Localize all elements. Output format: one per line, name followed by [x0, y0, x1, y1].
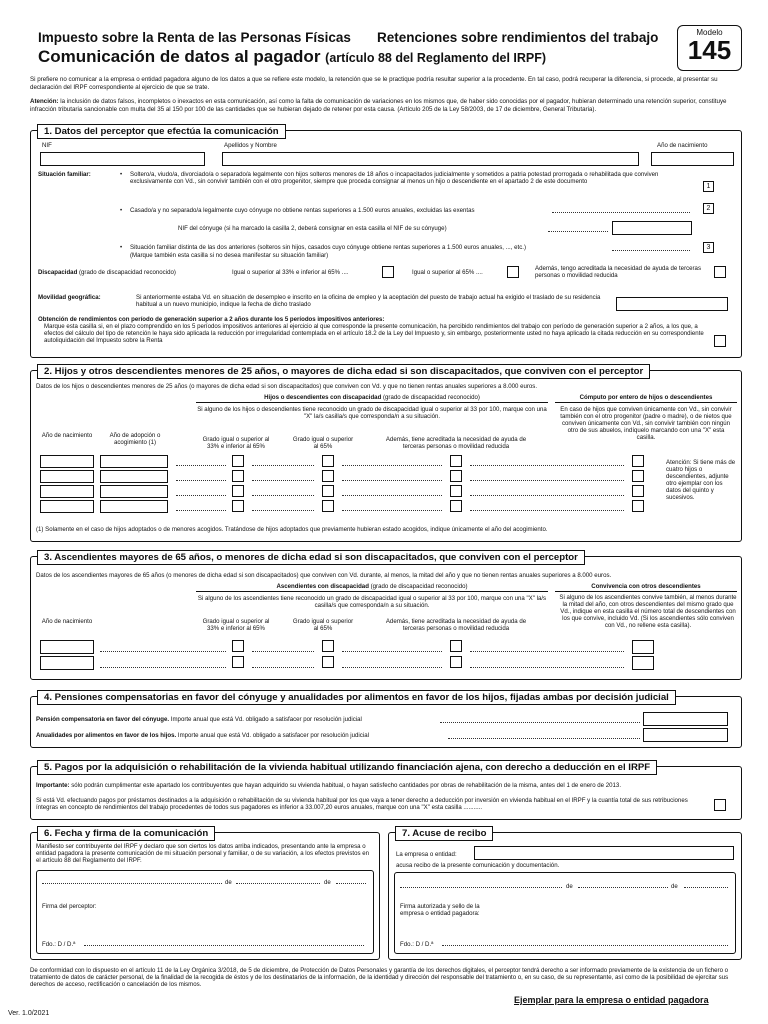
- s2-ayuda-checkbox[interactable]: [450, 500, 462, 512]
- discapacidad-label: Discapacidad (grado de discapacidad reconocido): [38, 269, 176, 276]
- s2-dots: [470, 495, 624, 496]
- s2-col-ayuda: Además, tiene acreditada la necesidad de ayuda de terceras personas o movilidad reducida: [385, 436, 527, 450]
- s6-fdo-field[interactable]: [84, 945, 364, 946]
- s7-acusa: acusa recibo de la presente comunicación y documentación.: [396, 862, 560, 869]
- s7-fdo-field[interactable]: [442, 945, 728, 946]
- tax-title: Impuesto sobre la Renta de las Personas Físicas: [38, 30, 351, 45]
- movilidad-text: Si anteriormente estaba Vd. en situación de desempleo e inscrito en la oficina de empleo y la aceptación del puesto de trabajo actual ha exigido el traslado de su residencia habitual a un nuevo municipio, indique la fecha de dicho traslado: [136, 294, 601, 308]
- s2-dots: [176, 465, 226, 466]
- s3-dots: [100, 667, 226, 668]
- s2-grado33-checkbox[interactable]: [232, 455, 244, 467]
- disc-33-checkbox[interactable]: [382, 266, 394, 278]
- s3-ayuda-checkbox[interactable]: [450, 656, 462, 668]
- retenciones-title: Retenciones sobre rendimientos del trabajo: [377, 30, 659, 45]
- s3-col-grado65: Grado igual o superior al 65%: [292, 618, 354, 632]
- s2-grado65-checkbox[interactable]: [322, 485, 334, 497]
- disc-33-label: Igual o superior al 33% e inferior al 65% ....: [232, 269, 349, 276]
- disc-65-checkbox[interactable]: [507, 266, 519, 278]
- section-5-title: 5. Pagos por la adquisición o rehabilitación de la vivienda habitual utilizando financiación ajena, con derecho a deducción en el IRPF: [37, 760, 657, 775]
- section-3-title: 3. Ascendientes mayores de 65 años, o menores de dicha edad si son discapacitados, que conviven con el perceptor: [37, 550, 585, 565]
- s2-dots: [342, 480, 442, 481]
- s7-empresa-input[interactable]: [474, 846, 734, 860]
- s2-entero-checkbox[interactable]: [632, 485, 644, 497]
- s3-ayuda-checkbox[interactable]: [450, 640, 462, 652]
- s7-firma-label: Firma autorizada y sello de la empresa o entidad pagadora:: [400, 903, 480, 917]
- s6-text: Manifiesto ser contribuyente del IRPF y declaro que son ciertos los datos arriba indicados, presentando ante la empresa o entidad pagadora la presente comunicación de mi situación personal y familiar, o de su variación, a los efectos previstos en el artículo 88 del Reglamento del IRPF.: [36, 843, 369, 864]
- s2-grado65-checkbox[interactable]: [322, 470, 334, 482]
- s6-year-field[interactable]: [336, 883, 366, 884]
- s2-grado33-checkbox[interactable]: [232, 470, 244, 482]
- disc-ayuda-checkbox[interactable]: [714, 266, 726, 278]
- page-title: Comunicación de datos al pagador (artículo 88 del Reglamento del IRPF): [38, 47, 547, 66]
- s5-text: Si está Vd. efectuando pagos por préstamos destinados a la adquisición o rehabilitación de su vivienda habitual por los que vaya a tener derecho a deducción por inversión en vivienda habitual en el IRPF y la cuantía total de sus retribuciones íntegras en concepto de rendimientos del trabajo procedentes de todos sus pagadores es inferior a 33.007,20 euros anuales, marque con una "X" esta casilla ...........: [36, 797, 688, 811]
- s2-group2-title: Cómputo por entero de hijos o descendientes: [579, 394, 713, 401]
- disc-65-label: Igual o superior al 65% ....: [412, 269, 483, 276]
- s2-col-grado65: Grado igual o superior al 65%: [292, 436, 354, 450]
- obtencion-checkbox[interactable]: [714, 335, 726, 347]
- s2-footnote: (1) Solamente en el caso de hijos adoptados o de menores acogidos. Tratándose de hijos adoptados que previamente hubieran estado acogidos, indique únicamente el año del acogimiento.: [36, 526, 548, 533]
- situacion-label: Situación familiar:: [38, 171, 91, 178]
- version-label: Ver. 1.0/2021: [8, 1010, 50, 1017]
- situacion-option-2: Casado/a y no separado/a legalmente cuyo cónyuge no obtiene rentas superiores a 1.500 euros anuales, excluidas las exentas: [130, 207, 475, 214]
- s2-ayuda-checkbox[interactable]: [450, 485, 462, 497]
- s3-birth-year-input[interactable]: [40, 640, 94, 654]
- s2-birth-year-input[interactable]: [40, 455, 94, 468]
- s6-fdo-label: Fdo.: D / D.ª: [42, 941, 76, 948]
- s5-checkbox[interactable]: [714, 799, 726, 811]
- nacimiento-label: Año de nacimiento: [657, 142, 708, 149]
- birth-year-input[interactable]: [651, 152, 734, 166]
- s2-dots: [342, 465, 442, 466]
- s3-dots: [100, 651, 226, 652]
- intro-paragraph: Si prefiere no comunicar a la empresa o entidad pagadora alguno de los datos a que se refiere este modelo, la retención que se le practique podría resultar superior a la procedente. En tal caso, podrá recuperar la diferencia, si procede, al presentar su declaración del IRPF correspondiente al ejercicio de que se trate.: [30, 76, 718, 91]
- s6-place-field[interactable]: [42, 883, 222, 884]
- s3-dots: [470, 651, 624, 652]
- s7-month-field[interactable]: [578, 887, 668, 888]
- pension-label: Pensión compensatoria en favor del cónyuge. Importe anual que está Vd. obligado a satisfacer por resolución judicial: [36, 716, 362, 723]
- s3-grado65-checkbox[interactable]: [322, 640, 334, 652]
- s2-adoption-year-input[interactable]: [100, 455, 168, 468]
- section-4-title: 4. Pensiones compensatorias en favor del cónyuge y anualidades por alimentos en favor de los hijos, fijadas ambas por decisión judicial: [37, 690, 676, 705]
- s2-dots: [176, 480, 226, 481]
- s3-dots: [252, 667, 314, 668]
- section-6-title: 6. Fecha y firma de la comunicación: [37, 826, 215, 841]
- s2-dots: [470, 510, 624, 511]
- ejemplar-label: Ejemplar para la empresa o entidad pagadora: [514, 995, 709, 1005]
- s2-dots: [252, 510, 314, 511]
- s2-dots: [252, 480, 314, 481]
- s2-intro: Datos de los hijos o descendientes menores de 25 años (o mayores de dicha edad si son discapacitados) que conviven con Vd. y que no tienen rentas anuales superiores a 8.000 euros.: [36, 383, 538, 390]
- s3-grado33-checkbox[interactable]: [232, 656, 244, 668]
- s3-col-ayuda: Además, tiene acreditada la necesidad de ayuda de terceras personas o movilidad reducida: [385, 618, 527, 632]
- s7-de-1: de: [566, 883, 573, 890]
- s2-dots: [342, 495, 442, 496]
- s7-de-2: de: [671, 883, 678, 890]
- s2-entero-checkbox[interactable]: [632, 455, 644, 467]
- s3-group2-title: Convivencia con otros descendientes: [591, 583, 701, 590]
- s2-grado65-checkbox[interactable]: [322, 455, 334, 467]
- s6-de-2: de: [324, 879, 331, 886]
- s2-ayuda-checkbox[interactable]: [450, 470, 462, 482]
- nif-input[interactable]: [40, 152, 205, 166]
- s2-dots: [176, 510, 226, 511]
- s3-dots: [342, 651, 442, 652]
- obtencion-label: Obtención de rendimientos con período de generación superior a 2 años durante los 5 períodos impositivos anteriores:: [38, 316, 385, 323]
- casilla-3[interactable]: 3: [703, 242, 714, 253]
- model-label: Modelo: [696, 28, 723, 37]
- s2-col-anio: Año de nacimiento: [41, 432, 93, 439]
- s2-adoption-year-input[interactable]: [100, 485, 168, 498]
- s2-group1-desc: Si alguno de los hijos o descendientes tiene reconocido un grado de discapacidad igual o superior al 33 por 100, marque con una "X" la/s casilla/s que corresponda/n a su situación.: [197, 406, 547, 420]
- name-input[interactable]: [222, 152, 639, 166]
- s3-grado65-checkbox[interactable]: [322, 656, 334, 668]
- s3-convivencia-input[interactable]: [632, 656, 654, 670]
- s2-entero-checkbox[interactable]: [632, 500, 644, 512]
- s3-dots: [252, 651, 314, 652]
- s2-atencion: Atención: Si tiene más de cuatro hijos o descendientes, adjunte otro ejemplar con los datos del quinto y sucesivos.: [666, 459, 736, 501]
- s2-birth-year-input[interactable]: [40, 500, 94, 513]
- s6-firma-label: Firma del perceptor:: [42, 903, 97, 910]
- pension-amount-input[interactable]: [643, 712, 728, 726]
- s2-dots: [176, 495, 226, 496]
- obtencion-text: Marque esta casilla si, en el plazo comprendido en los 5 períodos impositivos anteriores al ejercicio al que corresponde la presente comunicación, ha percibido rendimientos del trabajo con período de generación superior a 2 años, a los que, a efectos del cálculo del tipo de retención le haya sido aplicada la reducción por irregularidad contemplada en el artículo 18.2 de la Ley del Impuesto y, sin embargo, posteriormente usted no haya aplicado la citada reducción en su correspondiente autoliquidación del Impuesto sobre la Renta: [44, 323, 704, 344]
- s3-dots: [470, 667, 624, 668]
- nif-conyuge-input[interactable]: [612, 221, 692, 235]
- s2-dots: [470, 465, 624, 466]
- s2-adoption-year-input[interactable]: [100, 500, 168, 513]
- s2-birth-year-input[interactable]: [40, 470, 94, 483]
- s3-col-anio: Año de nacimiento: [41, 618, 93, 625]
- s7-fdo-label: Fdo.: D / D.ª: [400, 941, 434, 948]
- s3-group1-desc: Si alguno de los ascendientes tiene reconocido un grado de discapacidad igual o superior al 33 por 100, marque con una "X" la/s casilla/s que corresponda/n a su situación.: [197, 595, 547, 609]
- s2-dots: [342, 510, 442, 511]
- s2-group2-desc: En caso de hijos que conviven únicamente con Vd., sin convivir también con el otro progenitor (padre o madre), o de nietos que conviven únicamente con Vd., sin convivir también con ningún otro de sus abuelos, indíquelo marcando con una "X" esta casilla.: [560, 406, 732, 441]
- anualidades-label: Anualidades por alimentos en favor de los hijos. Importe anual que está Vd. obligado a satisfacer por resolución judicial: [36, 732, 369, 739]
- anualidades-amount-input[interactable]: [643, 728, 728, 742]
- s2-grado33-checkbox[interactable]: [232, 485, 244, 497]
- section-2-title: 2. Hijos y otros descendientes menores de 25 años, o mayores de dicha edad si son discapacitados, que conviven con el perceptor: [37, 364, 650, 379]
- s6-month-field[interactable]: [236, 883, 320, 884]
- s5-importante: Importante: sólo podrán cumplimentar este apartado los contribuyentes que hayan adquirido su vivienda habitual, o hayan satisfecho cantidades por obras de rehabilitación de la misma, antes del 1 de enero de 2013.: [36, 782, 622, 789]
- s7-empresa-label: La empresa o entidad:: [396, 851, 457, 858]
- s3-group1-title: Ascendientes con discapacidad: [276, 583, 369, 590]
- s3-convivencia-input[interactable]: [632, 640, 654, 654]
- casilla-2[interactable]: 2: [703, 203, 714, 214]
- situacion-option-1: Soltero/a, viudo/a, divorciado/a o separado/a legalmente con hijos solteros menores de 18 años o incapacitados judicialmente y sometidos a patria potestad prorrogada o rehabilitada que conviven exclusivamente con Vd., sin convivir también con el otro progenitor, siempre que proceda consignar al menos un hijo o descendiente en el apartado 2 de este documento: [130, 171, 659, 185]
- s2-birth-year-input[interactable]: [40, 485, 94, 498]
- s6-de-1: de: [225, 879, 232, 886]
- s2-dots: [252, 465, 314, 466]
- s2-ayuda-checkbox[interactable]: [450, 455, 462, 467]
- s3-grado33-checkbox[interactable]: [232, 640, 244, 652]
- footer-text: De conformidad con lo dispuesto en el artículo 11 de la Ley Orgánica 3/2018, de 5 de diciembre, de Protección de Datos Personales y garantía de los derechos digitales, el perceptor tendrá derecho a ser informado previamente de la existencia de un fichero o tratamiento de datos de carácter personal, de la finalidad de la recogida de éstos y de los destinatarios de la información, de la identidad y dirección del responsable del tratamiento o, en su caso, de su representante, así como de la posibilidad de ejercitar sus derechos de acceso, rectificación o cancelación de los mismos.: [30, 967, 729, 988]
- s2-grado65-checkbox[interactable]: [322, 500, 334, 512]
- movilidad-fecha-input[interactable]: [616, 297, 728, 311]
- s3-dots: [342, 667, 442, 668]
- s2-col-adopcion: Año de adopción o acogimiento (1): [109, 432, 161, 446]
- casilla-1[interactable]: 1: [703, 181, 714, 192]
- nif-conyuge-label: NIF del cónyuge (si ha marcado la casilla 2, deberá consignar en esta casilla el NIF de su cónyuge): [178, 225, 447, 232]
- s2-dots: [470, 480, 624, 481]
- s2-group1-title: Hijos o descendientes con discapacidad: [264, 394, 382, 401]
- situacion-option-3b: (Marque también esta casilla si no desea manifestar su situación familiar): [130, 252, 329, 259]
- attention-paragraph: Atención: la inclusión de datos falsos, incompletos o inexactos en esta comunicación, así como la falta de comunicación de variaciones en los mismos que, de haber sido conocidas por el pagador, hubieran determinado una retención superior, constituye infracción tributaria sancionable con multa del 35 al 150 por 100 de las cantidades que se hubieran dejado de retener por esta causa. (Artículo 205 de la Ley 58/2003, de 17 de diciembre, General Tributaria).: [30, 98, 727, 113]
- section-1-title: 1. Datos del perceptor que efectúa la comunicación: [37, 124, 286, 139]
- s3-birth-year-input[interactable]: [40, 656, 94, 670]
- nif-label: NIF: [42, 142, 52, 149]
- s2-adoption-year-input[interactable]: [100, 470, 168, 483]
- apellidos-label: Apellidos y Nombre: [224, 142, 277, 149]
- disc-ayuda-label: Además, tengo acreditada la necesidad de ayuda de terceras personas o movilidad reducida: [535, 265, 701, 279]
- s3-col-grado33: Grado igual o superior al 33% e inferior al 65%: [202, 618, 270, 632]
- model-number: 145: [687, 35, 732, 65]
- s2-grado33-checkbox[interactable]: [232, 500, 244, 512]
- s2-dots: [252, 495, 314, 496]
- s2-col-grado33: Grado igual o superior al 33% e inferior al 65%: [202, 436, 270, 450]
- section-7-title: 7. Acuse de recibo: [395, 826, 493, 841]
- s3-group2-desc: Si alguno de los ascendientes convive también, al menos durante la mitad del año, con otros descendientes del mismo grado que Vd., indique en esta casilla el número total de descendientes con los que convive, incluido Vd. (Si los ascendientes sólo conviven con Vd., no rellene esta casilla).: [559, 594, 737, 629]
- s3-intro: Datos de los ascendientes mayores de 65 años (o menores de dicha edad si son discapacitados) que conviven con Vd. durante, al menos, la mitad del año y que no tienen rentas anuales superiores a 8.000 euros.: [36, 572, 612, 579]
- situacion-option-3: Situación familiar distinta de las dos anteriores (solteros sin hijos, casados cuyo cónyuge obtiene rentas superiores a 1.500 euros anuales, ..., etc.): [130, 244, 526, 251]
- s7-year-field[interactable]: [684, 887, 728, 888]
- movilidad-label: Movilidad geográfica:: [38, 294, 101, 301]
- s2-entero-checkbox[interactable]: [632, 470, 644, 482]
- s7-place-field[interactable]: [400, 887, 562, 888]
- model-badge: [677, 25, 742, 71]
